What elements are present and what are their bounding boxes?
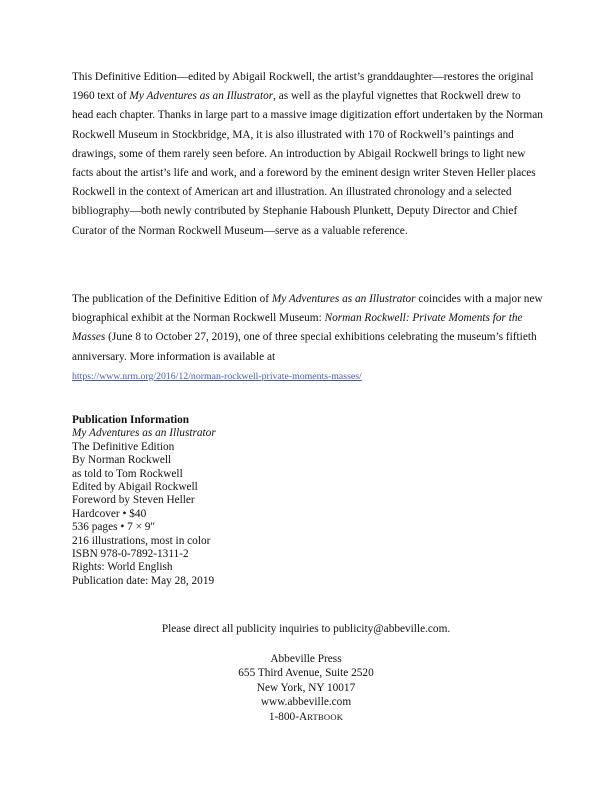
address-website: www.abbeville.com xyxy=(260,696,352,709)
address-street: 655 Third Avenue, Suite 2520 xyxy=(238,667,374,680)
intro-text-2: , as well as the playful vignettes that Rockwell drew to head each chapter. Thanks in large part to a massive image digitization effort undertaken by the Norman Rockwell Museum in Stockbridge, MA, it is also illustrated with 170 of Rockwell’s paintings and drawings, some of them rarely seen before. An introduction by Abigail Rockwell brings to light new facts about the artist’s life and work, and a foreword by the eminent design writer Steven Heller places Rockwell in the context of American art and illustration. An illustrated chronology and a selected bibliography—both newly contributed by Stephanie Haboush Plunkett, Deputy Director and Chief Curator of the Norman Rockwell Museum—serve as a valuable reference. xyxy=(72,90,543,237)
pub-pages-size: 536 pages • 7 × 9" xyxy=(72,521,156,534)
book-title-italic: My Adventures as an Illustrator xyxy=(271,293,416,305)
publication-info-heading: Publication Information xyxy=(72,414,190,426)
phone-suffix: RTBOOK xyxy=(307,711,344,722)
phone-prefix: 1-800-A xyxy=(268,710,308,723)
pub-as-told: as told to Tom Rockwell xyxy=(72,467,183,480)
pub-author: By Norman Rockwell xyxy=(72,454,172,467)
pub-illustrations: 216 illustrations, most in color xyxy=(72,534,211,547)
intro-text-1: This Definitive Edition—edited by Abigail Rockwell, the artist’s granddaughter—restores the original 1960 text of xyxy=(72,71,534,103)
pub-isbn: ISBN 978-0-7892-1311-2 xyxy=(72,548,189,561)
exhibit-link[interactable]: https://www.nrm.org/2016/12/norman-rockwell-private-moments-masses/ xyxy=(72,370,362,382)
exhibit-title-italic: Norman Rockwell: Private Moments for the Masses xyxy=(72,312,523,344)
exhibit-paragraph xyxy=(72,290,544,386)
publication-info xyxy=(72,414,372,588)
pub-edition: The Definitive Edition xyxy=(72,440,175,453)
address-company: Abbeville Press xyxy=(270,653,342,665)
exhibit-text-1: The publication of the Definitive Edition of xyxy=(72,293,272,305)
pub-format-price: Hardcover • $40 xyxy=(72,507,147,520)
publisher-address xyxy=(0,652,612,724)
pub-editor: Edited by Abigail Rockwell xyxy=(72,481,198,494)
address-phone xyxy=(0,710,612,724)
pub-rights: Rights: World English xyxy=(72,561,173,574)
exhibit-text-2: coincides with a major new biographical exhibit at the Norman Rockwell Museum: xyxy=(72,293,543,325)
intro-paragraph xyxy=(72,68,544,241)
book-title-italic: My Adventures as an Illustrator xyxy=(129,90,274,103)
pub-date: Publication date: May 28, 2019 xyxy=(72,574,215,587)
pub-book-title: My Adventures as an Illustrator xyxy=(72,427,216,440)
publicity-contact-line: Please direct all publicity inquiries to publicity@abbeville.com. xyxy=(161,623,451,635)
pub-foreword: Foreword by Steven Heller xyxy=(72,494,195,507)
exhibit-text-3: (June 8 to October 27, 2019), one of three special exhibitions celebrating the museum’s fiftieth anniversary. More information is available at xyxy=(72,331,537,363)
address-city: New York, NY 10017 xyxy=(256,681,356,694)
